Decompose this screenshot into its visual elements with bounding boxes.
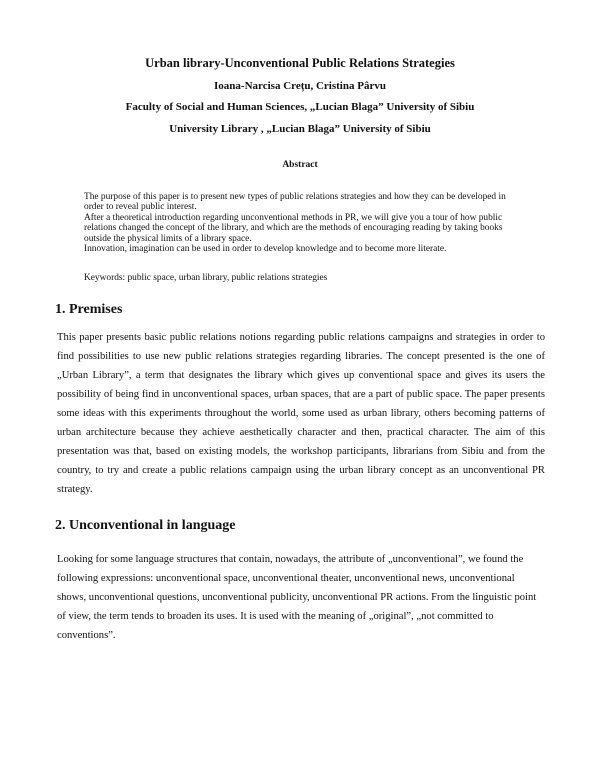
paper-title: Urban library-Unconventional Public Relations Strategies: [145, 56, 455, 70]
section-body-premises: [57, 328, 545, 499]
abstract-body: [84, 192, 524, 254]
section-heading-premises: 1. Premises: [55, 302, 123, 317]
section-paragraph: This paper presents basic public relations notions regarding public relations campaigns and strategies in order to find possibilities to use new public relations strategies regarding libraries. The concept presented is the one of „Urban Library”, a term that designates the library which gives up conventional space and gives its users the possibility of being find in unconventional spaces, urban spaces, that are a part of public space. The paper presents some ideas with this experiments throughout the world, some used as urban library, others becoming patterns of urban architecture because they achieve aesthetically character and then, practical character. The aim of this presentation was that, based on existing models, the workshop participants, librarians from Sibiu and from the country, to try and create a public relations campaign using the urban library concept as an unconventional PR strategy.: [57, 332, 545, 495]
section-heading-unconventional: 2. Unconventional in language: [55, 518, 236, 533]
section-paragraph: Looking for some language structures that contain, nowadays, the attribute of „unconventional”, we found the following expressions: unconventional space, unconventional theater, unconventional news, unconventional shows, unconventional questions, unconventional publicity, unconventional PR actions. From the linguistic point of view, the term tends to broaden its uses. It is used with the meaning of „original”, „not committed to conventions”.: [57, 554, 537, 641]
affiliation-library: University Library , „Lucian Blaga” University of Sibiu: [169, 123, 431, 135]
keywords: Keywords: public space, urban library, public relations strategies: [84, 273, 328, 283]
section-body-unconventional: [57, 550, 545, 645]
abstract-paragraph: The purpose of this paper is to present new types of public relations strategies and how they can be developed in order to reveal public interest.: [84, 192, 506, 213]
abstract-paragraph: After a theoretical introduction regarding unconventional methods in PR, we will give you a tour of how public relations changed the concept of the library, and which are the methods of encouraging reading by taking books outside the physical limits of a library space.: [84, 212, 503, 244]
affiliation-faculty: Faculty of Social and Human Sciences, „Lucian Blaga” University of Sibiu: [125, 101, 475, 113]
paper-authors: Ioana-Narcisa Crețu, Cristina Pârvu: [214, 80, 386, 92]
abstract-paragraph: Innovation, imagination can be used in order to develop knowledge and to become more literate.: [84, 244, 447, 255]
abstract-heading: Abstract: [282, 160, 318, 170]
